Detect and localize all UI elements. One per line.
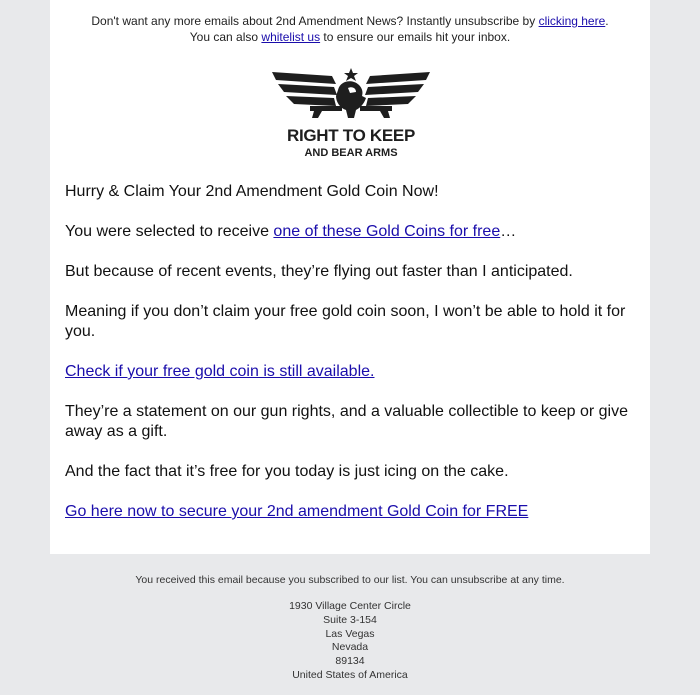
address-zip: 89134 xyxy=(335,655,365,668)
subscription-note: You received this email because you subscribed to our list. You can unsubscribe at any time. xyxy=(135,574,565,586)
paragraph-claim-soon: Meaning if you don’t claim your free gold coin soon, I won’t be able to hold it for you. xyxy=(65,303,626,340)
logo-line-2: AND BEAR ARMS xyxy=(304,147,398,159)
whitelist-link[interactable]: whitelist us xyxy=(261,30,321,44)
paragraph-go-link xyxy=(65,502,635,522)
email-card xyxy=(50,0,650,554)
unsubscribe-text: Don't want any more emails about 2nd Amendment News? Instantly unsubscribe by xyxy=(91,14,539,28)
selected-text: You were selected to receive xyxy=(65,223,274,240)
ellipsis-text: … xyxy=(500,223,517,240)
address-suite: Suite 3-154 xyxy=(323,613,377,626)
secure-coin-link[interactable]: Go here now to secure your 2nd amendment Gold Coin for FREE xyxy=(65,503,529,520)
whitelist-line xyxy=(50,29,650,45)
unsubscribe-link[interactable]: clicking here xyxy=(538,14,606,28)
whitelist-suffix: to ensure our emails hit your inbox. xyxy=(320,30,511,44)
address-city: Las Vegas xyxy=(325,627,375,640)
paragraph-statement: They’re a statement on our gun rights, and a valuable collectible to keep or give away as a gift. xyxy=(65,403,628,440)
address-street: 1930 Village Center Circle xyxy=(289,600,411,612)
mailing-address xyxy=(0,600,700,683)
address-state: Nevada xyxy=(331,641,369,654)
paragraph-icing: And the fact that it’s free for you today is just icing on the cake. xyxy=(65,463,509,480)
eagle-logo-icon xyxy=(270,68,432,126)
paragraph-recent-events: But because of recent events, they’re flying out faster than I anticipated. xyxy=(65,263,573,280)
brand-logo[interactable] xyxy=(270,68,432,162)
email-footer xyxy=(0,573,700,683)
address-country: United States of America xyxy=(292,668,408,681)
gold-coin-link[interactable]: one of these Gold Coins for free xyxy=(273,223,501,240)
unsubscribe-suffix: . xyxy=(605,14,609,28)
email-body xyxy=(65,182,635,542)
headline: Hurry & Claim Your 2nd Amendment Gold Coin Now! xyxy=(65,183,439,200)
logo-line-1: RIGHT TO KEEP xyxy=(286,126,416,145)
paragraph-selected xyxy=(65,222,635,242)
whitelist-text: You can also xyxy=(189,30,262,44)
paragraph-check-link xyxy=(65,362,635,382)
unsubscribe-notice xyxy=(50,13,650,45)
unsubscribe-line xyxy=(50,13,650,29)
check-availability-link[interactable]: Check if your free gold coin is still available. xyxy=(65,363,375,380)
